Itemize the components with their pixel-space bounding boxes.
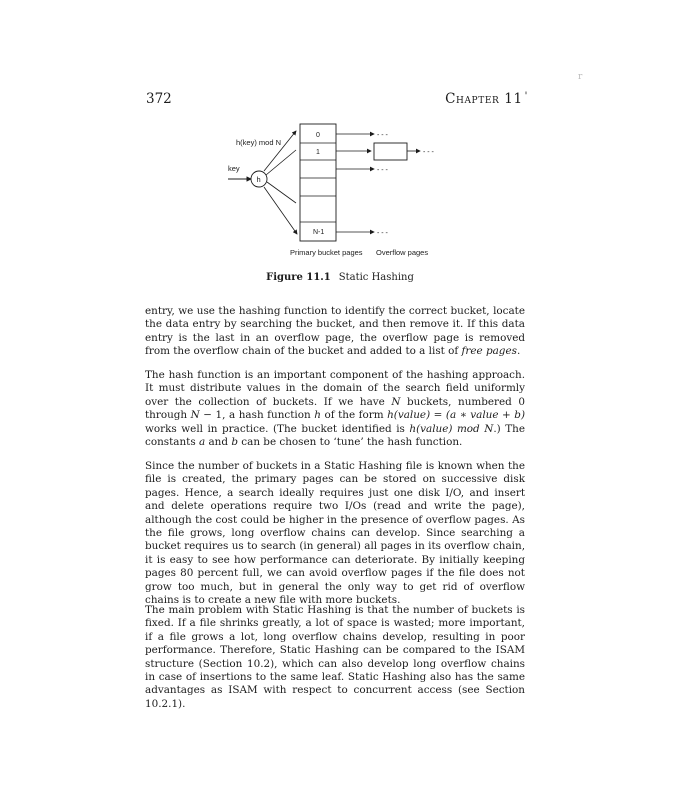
hash-line-bucket-n1 <box>264 187 297 234</box>
paragraph-hash-function: The hash function is an important component of the hashing approach. It must distribute values in the domain of the search field uniformly over the collection of buckets. If we have N buckets, numbered 0 through N − 1, a hash function h of the form h(value) = (a ∗ value + b) works well in practice. (The bucket identified is h(value) mod N.) The constants a and b can be chosen to ‘tune’ the hash function. <box>145 369 525 449</box>
corner-mark: r <box>578 72 583 82</box>
stray-tick: ' <box>524 91 528 102</box>
figure-caption <box>0 272 680 283</box>
hash-function-label: h <box>256 175 261 184</box>
ellipsis-2: - - - <box>377 167 388 174</box>
static-hashing-figure <box>0 0 680 270</box>
ellipsis-n1: - - - <box>377 230 388 237</box>
paragraph-delete: entry, we use the hashing function to identify the correct bucket, locate the data entry by searching the bucket, and then remove it. If this data entry is the last in an overflow page, the overflow page is removed from the overflow chain of the bucket and added to a list of free pages. <box>145 305 525 358</box>
key-label: key <box>228 164 240 173</box>
overflow-pages-label: Overflow pages <box>376 248 429 257</box>
hash-line-bucket-0 <box>264 131 296 171</box>
chapter-title: Chapter 11 <box>445 91 523 107</box>
bucket-column <box>300 124 336 241</box>
page-number: 372 <box>146 91 172 107</box>
hash-line-bucket-3 <box>267 182 296 203</box>
bucket-label-1: 1 <box>316 149 320 156</box>
bucket-label-0: 0 <box>316 132 320 139</box>
hash-mod-label: h(key) mod N <box>236 138 282 147</box>
figure-number: Figure 11.1 <box>266 272 331 283</box>
primary-pages-label: Primary bucket pages <box>290 248 363 257</box>
ellipsis-overflow: - - - <box>423 149 434 156</box>
figure-title: Static Hashing <box>338 272 414 283</box>
ellipsis-0: - - - <box>377 132 388 139</box>
paragraph-main-problem: The main problem with Static Hashing is that the number of buckets is fixed. If a file shrinks greatly, a lot of space is wasted; more important, if a file grows a lot, long overflow chains develop, resulting in poor performance. Therefore, Static Hashing can be compared to the ISAM structure (Section 10.2), which can also develop long overflow chains in case of insertions to the same leaf. Static Hashing also has the same advantages as ISAM with respect to concurrent access (see Section 10.2.1). <box>145 604 525 710</box>
paragraph-performance: Since the number of buckets in a Static Hashing file is known when the file is created, the primary pages can be stored on successive disk pages. Hence, a search ideally requires just one disk I/O, and insert and delete operations require two I/Os (read and write the page), although the cost could be higher in the presence of overflow pages. As the file grows, long overflow chains can develop. Since searching a bucket requires us to search (in general) all pages in its overflow chain, it is easy to see how performance can deteriorate. By initially keeping pages 80 percent full, we can avoid overflow pages if the file does not grow too much, but in general the only way to get rid of overflow chains is to create a new file with more buckets. <box>145 460 525 607</box>
overflow-page <box>374 143 407 160</box>
bucket-label-n1: N-1 <box>313 229 325 236</box>
